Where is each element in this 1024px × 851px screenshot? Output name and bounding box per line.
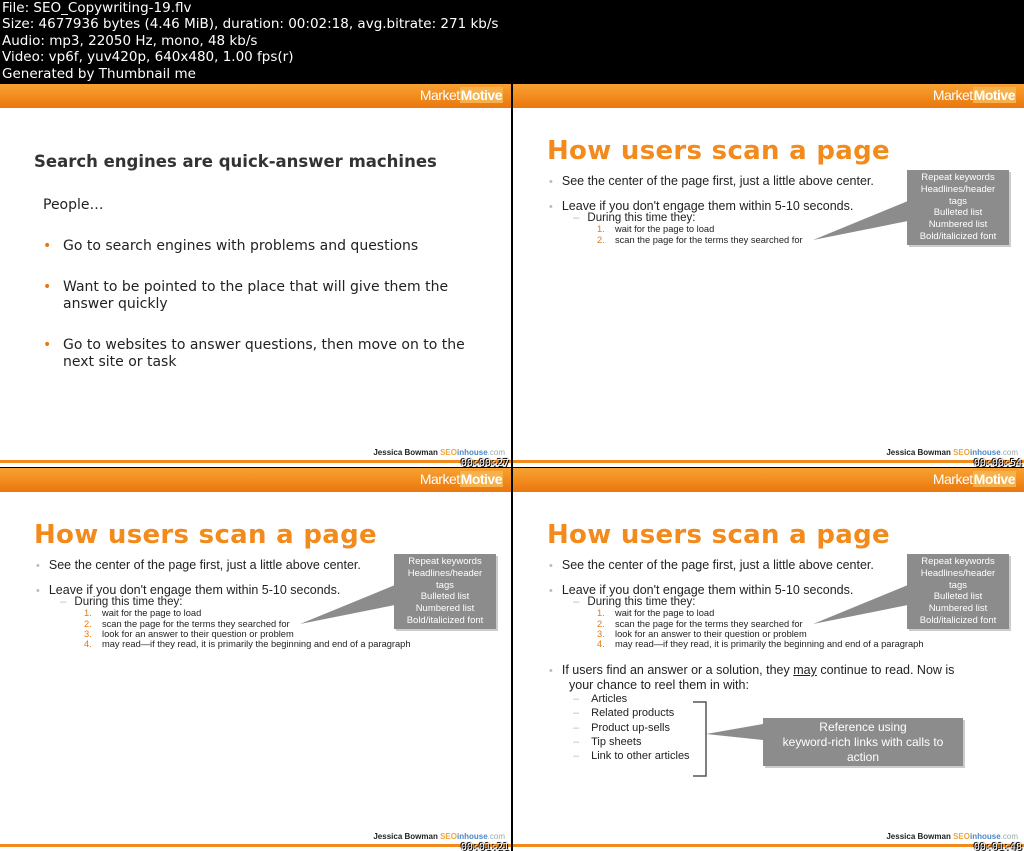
bullet-item: • Leave if you don't engage them within 5-10 seconds. xyxy=(36,583,341,597)
bullet-item: • Go to websites to answer questions, then move on to the next site or task xyxy=(43,337,465,370)
timestamp: 00:00:27 xyxy=(460,458,509,467)
header-line: Size: 4677936 bytes (4.46 MiB), duration: 00:02:18, avg.bitrate: 271 kb/s xyxy=(2,16,499,33)
sub-item: – During this time they: xyxy=(573,596,696,608)
slide-thumbnail-2 xyxy=(513,84,1024,467)
header-line: Video: vp6f, yuv420p, 640x480, 1.00 fps(r) xyxy=(2,49,294,66)
author-credit: Jessica Bowman SEOinhouse.com xyxy=(373,832,505,841)
numbered-item: 3. look for an answer to their question or problem xyxy=(597,629,807,639)
list-item: – Tip sheets xyxy=(573,736,642,748)
author-credit: Jessica Bowman SEOinhouse.com xyxy=(373,448,505,457)
list-item: – Related products xyxy=(573,707,675,719)
reference-callout: Reference using keyword-rich links with calls to action xyxy=(763,718,963,766)
bullet-item: • Leave if you don't engage them within 5-10 seconds. xyxy=(549,583,854,597)
numbered-item: 3. look for an answer to their question or problem xyxy=(84,629,294,639)
callout-box: Repeat keywords Headlines/header tags Bulleted list Numbered list Bold/italicized font xyxy=(907,170,1009,245)
sub-item: – During this time they: xyxy=(60,596,183,608)
header-line: Audio: mp3, 22050 Hz, mono, 48 kb/s xyxy=(2,32,258,49)
list-item: – Articles xyxy=(573,693,628,705)
timestamp: 00:00:54 xyxy=(973,458,1022,467)
numbered-item: 4. may read—if they read, it is primarily the beginning and end of a paragraph xyxy=(597,639,924,649)
timestamp: 00:01:48 xyxy=(973,842,1022,851)
numbered-item: 1. wait for the page to load xyxy=(84,608,202,618)
market-motive-logo: MarketMotive xyxy=(932,87,1015,103)
slide-footer xyxy=(513,821,1024,851)
list-item: – Link to other articles xyxy=(573,750,690,762)
market-motive-logo: MarketMotive xyxy=(932,471,1015,487)
author-credit: Jessica Bowman SEOinhouse.com xyxy=(886,448,1018,457)
slide-thumbnail-3 xyxy=(0,468,511,851)
list-item: – Product up-sells xyxy=(573,722,670,734)
market-motive-logo: MarketMotive xyxy=(419,87,502,103)
slide-thumbnail-1 xyxy=(0,84,511,467)
bullet-item: • See the center of the page first, just a little above center. xyxy=(549,174,874,188)
numbered-item: 2. scan the page for the terms they searched for xyxy=(597,619,803,629)
callout-box: Repeat keywords Headlines/header tags Bulleted list Numbered list Bold/italicized font xyxy=(394,554,496,629)
slide-footer xyxy=(0,821,511,851)
slide-thumbnail-4 xyxy=(513,468,1024,851)
timestamp: 00:01:21 xyxy=(460,842,509,851)
numbered-item: 4. may read—if they read, it is primarily the beginning and end of a paragraph xyxy=(84,639,411,649)
bullet-item: • See the center of the page first, just a little above center. xyxy=(549,558,874,572)
header-line: Generated by Thumbnail me xyxy=(2,65,196,82)
slide-title: How users scan a page xyxy=(34,520,377,550)
slide-footer xyxy=(513,437,1024,467)
callout-pointer xyxy=(0,468,511,851)
numbered-item: 1. wait for the page to load xyxy=(597,608,715,618)
slide-title: Search engines are quick-answer machines xyxy=(34,152,437,171)
bullet-continuation: your chance to reel them in with: xyxy=(569,678,749,692)
callout-box: Repeat keywords Headlines/header tags Bulleted list Numbered list Bold/italicized font xyxy=(907,554,1009,629)
bullet-item: • If users find an answer or a solution, they may continue to read. Now is xyxy=(549,663,955,677)
market-motive-logo: MarketMotive xyxy=(419,471,502,487)
file-info-header xyxy=(0,0,1024,84)
sub-item: – During this time they: xyxy=(573,212,696,224)
bullet-item: • Leave if you don't engage them within 5-10 seconds. xyxy=(549,199,854,213)
numbered-item: 1. wait for the page to load xyxy=(597,224,715,234)
bracket-and-arrow xyxy=(513,468,1024,851)
header-line: File: SEO_Copywriting-19.flv xyxy=(2,0,192,16)
slide-title: How users scan a page xyxy=(547,136,890,166)
numbered-item: 2. scan the page for the terms they searched for xyxy=(84,619,290,629)
numbered-item: 2. scan the page for the terms they searched for xyxy=(597,235,803,245)
author-credit: Jessica Bowman SEOinhouse.com xyxy=(886,832,1018,841)
callout-pointer xyxy=(513,84,1024,467)
slide-intro: People… xyxy=(43,197,104,213)
slide-header-bar xyxy=(0,84,511,108)
slide-title: How users scan a page xyxy=(547,520,890,550)
slide-footer xyxy=(0,437,511,467)
bullet-item: • Want to be pointed to the place that will give them the answer quickly xyxy=(43,279,449,312)
bullet-item: • See the center of the page first, just a little above center. xyxy=(36,558,361,572)
bullet-item: • Go to search engines with problems and questions xyxy=(43,238,419,254)
